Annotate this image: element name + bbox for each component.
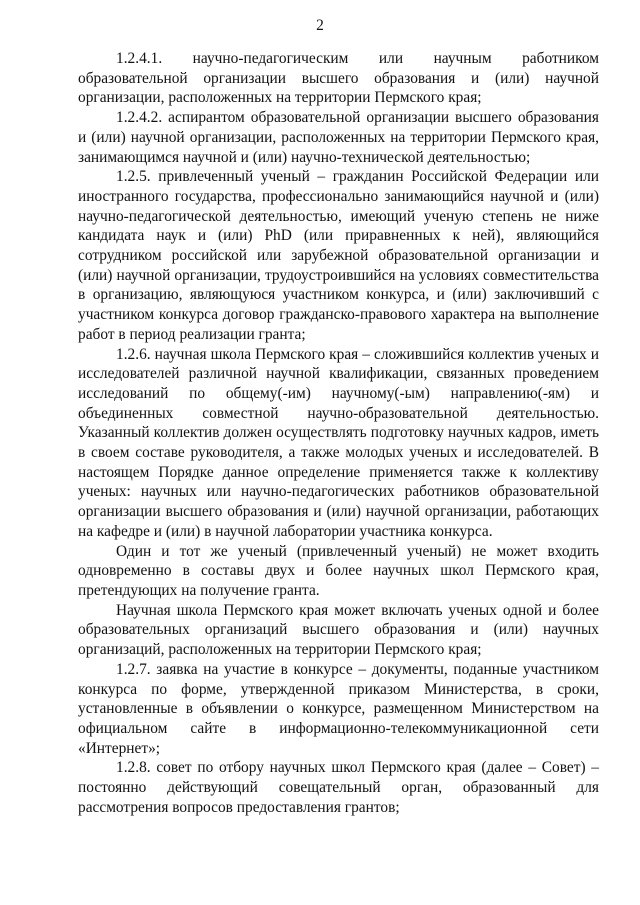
paragraph-multi-organization: Научная школа Пермского края может включать ученых одной и более образовательных организаций высшего образования и (или) научных организаций, расположенных на территории Пермского края; [78, 601, 599, 659]
paragraph-1-2-7: 1.2.7. заявка на участие в конкурсе – документы, поданные участником конкурса по форме, утвержденной приказом Министерства, в сроки, установленные в объявлении о конкурсе, размещенном Министерством на официальном сайте в информационно-телекоммуникационной сети «Интернет»; [78, 660, 599, 757]
paragraph-1-2-5: 1.2.5. привлеченный ученый – гражданин Российской Федерации или иностранного государства, профессионально занимающийся научной и (или) научно-педагогической деятельностью, имеющий ученую степень не ниже кандидата наук и (или) PhD (или приравненных к ней), являющийся сотрудником российской или зарубежной образовательной организации и (или) научной организации, трудоустроившийся на условиях совместительства в организацию, являющуюся участником конкурса, и (или) заключивший с участником конкурса договор гражданско-правового характера на выполнение работ в период реализации гранта; [78, 168, 599, 343]
document-body [78, 49, 599, 817]
paragraph-1-2-6: 1.2.6. научная школа Пермского края – сложившийся коллектив ученых и исследователей различной научной квалификации, связанных проведением исследований по общему(-им) научному(-ым) направлению(-ям) и объединенных совместной научно-образовательной деятельностью. Указанный коллектив должен осуществлять подготовку научных кадров, иметь в своем составе руководителя, а также молодых ученых и исследователей. В настоящем Порядке данное определение применяется также к коллективу ученых: научных или научно-педагогических работников образовательной организации высшего образования и (или) научной организации, работающих на кафедре и (или) в научной лаборатории участника конкурса. [78, 345, 599, 540]
paragraph-1-2-4-2: 1.2.4.2. аспирантом образовательной организации высшего образования и (или) научной организации, расположенных на территории Пермского края, занимающимся научной и (или) научно-технической деятельностью; [78, 109, 599, 166]
paragraph-1-2-8: 1.2.8. совет по отбору научных школ Пермского края (далее – Совет) – постоянно действующий совещательный орган, образованный для рассмотрения вопросов предоставления грантов; [78, 759, 599, 816]
paragraph-single-membership: Один и тот же ученый (привлеченный ученый) не может входить одновременно в составы двух и более научных школ Пермского края, претендующих на получение гранта. [78, 542, 599, 599]
page-number: 2 [316, 17, 324, 34]
paragraph-1-2-4-1: 1.2.4.1. научно-педагогическим или научным работником образовательной организации высшего образования и (или) научной организации, расположенных на территории Пермского края; [78, 50, 599, 107]
